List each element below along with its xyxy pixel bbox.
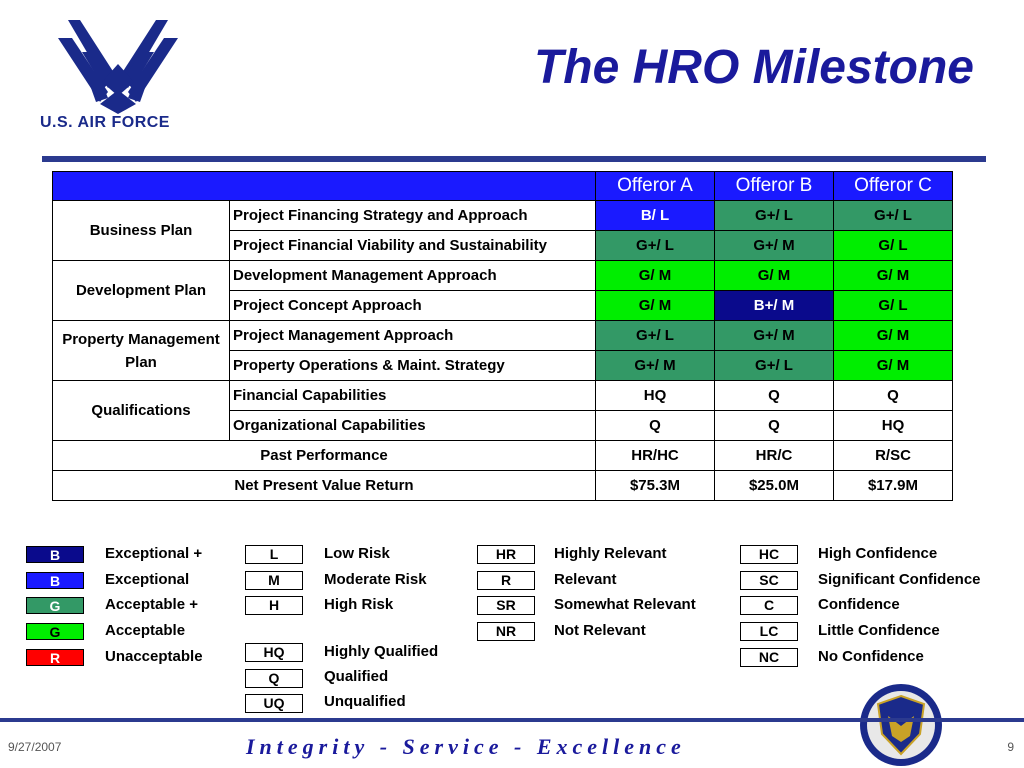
item-cell: Financial Capabilities <box>230 381 596 411</box>
category-cell: Property Management Plan <box>53 321 230 381</box>
legend-code: LC <box>740 622 798 641</box>
rating-cell: G+/ L <box>834 201 953 231</box>
legend-swatch: B <box>26 546 84 563</box>
item-cell: Organizational Capabilities <box>230 411 596 441</box>
bottom-divider <box>0 718 1024 722</box>
legend-label: Confidence <box>818 596 900 613</box>
legend-label: Moderate Risk <box>324 571 427 588</box>
legend-label: Significant Confidence <box>818 571 981 588</box>
rating-cell: Q <box>834 381 953 411</box>
summary-value: $25.0M <box>715 471 834 501</box>
legend-swatch: B <box>26 572 84 589</box>
legend-label: No Confidence <box>818 648 924 665</box>
rating-cell: Q <box>715 411 834 441</box>
rating-cell: G+/ M <box>715 321 834 351</box>
legend-code: UQ <box>245 694 303 713</box>
evaluation-table <box>52 171 953 501</box>
legend-code: H <box>245 596 303 615</box>
legend-code: R <box>477 571 535 590</box>
rating-cell: G+/ L <box>596 321 715 351</box>
legend-label: Highly Relevant <box>554 545 667 562</box>
summary-row <box>53 471 953 501</box>
legend-code: SC <box>740 571 798 590</box>
legend-code: HQ <box>245 643 303 662</box>
table-row <box>53 381 953 411</box>
summary-label: Net Present Value Return <box>53 471 596 501</box>
rating-cell: Q <box>715 381 834 411</box>
legend-code: NR <box>477 622 535 641</box>
summary-value: R/SC <box>834 441 953 471</box>
legend-code: SR <box>477 596 535 615</box>
rating-cell: G/ M <box>834 261 953 291</box>
col-header-offeror-a: Offeror A <box>596 172 715 201</box>
rating-cell: Q <box>596 411 715 441</box>
legend-code: M <box>245 571 303 590</box>
legend-label: Exceptional <box>105 571 190 588</box>
page-title: The HRO Milestone <box>533 41 974 94</box>
category-cell: Development Plan <box>53 261 230 321</box>
legend-label: Not Relevant <box>554 622 646 639</box>
category-cell: Business Plan <box>53 201 230 261</box>
legend-swatch: R <box>26 649 84 666</box>
table-row <box>53 261 953 291</box>
legend-label: Unacceptable <box>105 648 203 665</box>
legend-swatch: G <box>26 623 84 640</box>
item-cell: Project Financing Strategy and Approach <box>230 201 596 231</box>
col-header-offeror-b: Offeror B <box>715 172 834 201</box>
legend-code: Q <box>245 669 303 688</box>
summary-value: HR/C <box>715 441 834 471</box>
rating-cell: G/ L <box>834 231 953 261</box>
legend-label: Acceptable + <box>105 596 198 613</box>
table-row <box>53 201 953 231</box>
legend-label: Qualified <box>324 668 389 685</box>
rating-cell: G/ M <box>834 351 953 381</box>
legend-label: High Confidence <box>818 545 938 562</box>
legend-label: Unqualified <box>324 693 406 710</box>
rating-cell: G+/ L <box>596 231 715 261</box>
rating-cell: G/ M <box>596 291 715 321</box>
page-number: 9 <box>1007 740 1014 754</box>
table-header-row <box>53 172 953 201</box>
rating-cell: G+/ M <box>596 351 715 381</box>
legend-label: Exceptional + <box>105 545 203 562</box>
rating-cell: B/ L <box>596 201 715 231</box>
rating-cell: HQ <box>596 381 715 411</box>
rating-cell: HQ <box>834 411 953 441</box>
footer-date: 9/27/2007 <box>8 740 62 754</box>
top-divider <box>42 156 986 162</box>
command-seal-icon <box>858 682 944 768</box>
footer-motto: Integrity - Service - Excellence <box>246 734 686 759</box>
summary-value: $75.3M <box>596 471 715 501</box>
rating-cell: G/ M <box>596 261 715 291</box>
legend-label: Low Risk <box>324 545 390 562</box>
legend-label: Relevant <box>554 571 617 588</box>
legend-label: Somewhat Relevant <box>554 596 696 613</box>
legend-label: Little Confidence <box>818 622 940 639</box>
legend-code: HC <box>740 545 798 564</box>
legend-label: Acceptable <box>105 622 186 639</box>
logo-text: U.S. AIR FORCE <box>40 114 170 131</box>
summary-row <box>53 441 953 471</box>
rating-cell: G/ L <box>834 291 953 321</box>
legend-code: NC <box>740 648 798 667</box>
summary-label: Past Performance <box>53 441 596 471</box>
rating-cell: G+/ L <box>715 351 834 381</box>
legend-code: C <box>740 596 798 615</box>
summary-value: $17.9M <box>834 471 953 501</box>
col-header-offeror-c: Offeror C <box>834 172 953 201</box>
legend-code: HR <box>477 545 535 564</box>
item-cell: Project Financial Viability and Sustainability <box>230 231 596 261</box>
item-cell: Project Concept Approach <box>230 291 596 321</box>
rating-cell: G+/ L <box>715 201 834 231</box>
legend-label: High Risk <box>324 596 394 613</box>
item-cell: Project Management Approach <box>230 321 596 351</box>
rating-cell: G+/ M <box>715 231 834 261</box>
item-cell: Development Management Approach <box>230 261 596 291</box>
legend-label: Highly Qualified <box>324 643 439 660</box>
rating-cell: G/ M <box>834 321 953 351</box>
table-row <box>53 321 953 351</box>
item-cell: Property Operations & Maint. Strategy <box>230 351 596 381</box>
legend-code: L <box>245 545 303 564</box>
rating-cell: B+/ M <box>715 291 834 321</box>
summary-value: HR/HC <box>596 441 715 471</box>
header-blank <box>53 172 596 201</box>
category-cell: Qualifications <box>53 381 230 441</box>
legend-swatch: G <box>26 597 84 614</box>
rating-cell: G/ M <box>715 261 834 291</box>
